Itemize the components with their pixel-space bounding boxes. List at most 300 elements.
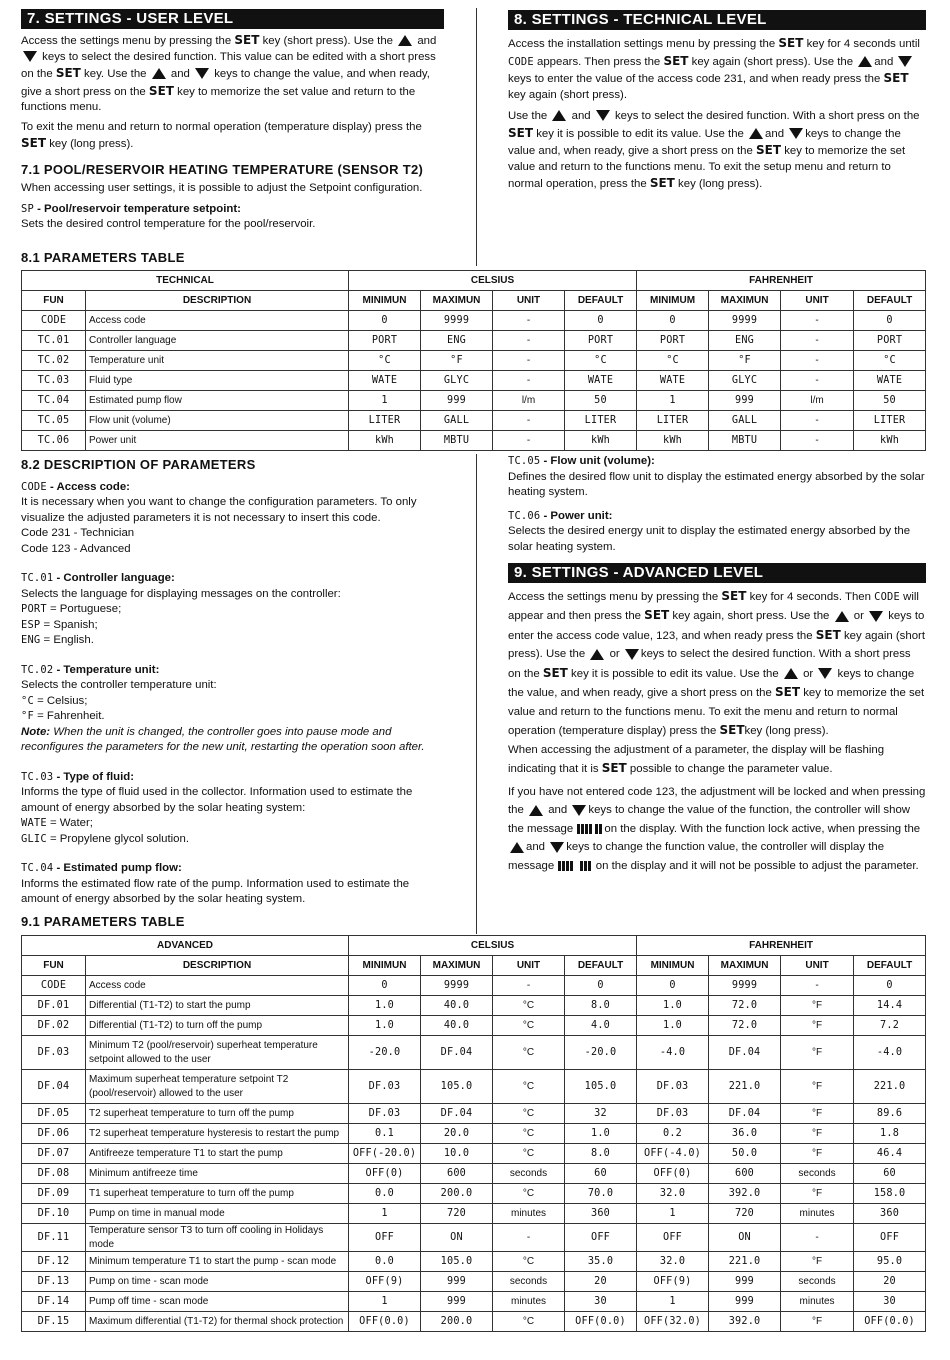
cell-value [709,1184,781,1204]
value-text: -4.0 [876,1046,903,1058]
value-text: seconds [798,1275,836,1287]
cell-value [637,1124,709,1144]
value-text: 0 [597,979,604,991]
value-text: 392.0 [728,1187,761,1199]
section-8-2-heading: 8.2 DESCRIPTION OF PARAMETERS [21,457,256,472]
cell-value [709,1036,781,1070]
value-text: 392.0 [728,1315,761,1327]
cell-function [22,331,86,351]
cell-description [86,1124,349,1144]
cell-value [854,1292,926,1312]
param-tc05: TC.05 - Flow unit (volume): Defines the desired flow unit to display the estimated energy absorbed by the solar heating system. [508,455,925,498]
value-text: 1 [381,1207,388,1219]
set-key-icon: SET [815,627,841,642]
description-text: Estimated pump flow [89,394,182,406]
value-text: 1 [381,394,388,406]
cell-description [86,1252,349,1272]
value-text: 999 [446,394,466,406]
section-9-paragraph-1: Access the settings menu by pressing the SET key for 4 seconds. Then CODE will appear and then press the SET key again, short press. Use the or keys to enter the access code value, 123, and when ready press the SET key again (short press). Use the or keys to select the desired function. With a short press on the SET key it is possible to edit its value. Use the or keys to change the value, and when ready, give a short press on the SET key to memorize the set value and return to the functions menu. To exit the menu and return to normal operation (temperature display) press the SETkey (long press). [508,589,925,738]
table-row [22,311,926,331]
value-text: - [526,414,531,426]
up-arrow-icon [398,35,412,46]
value-text: kWh [591,434,611,446]
cell-value [493,1204,565,1224]
cell-value [493,311,565,331]
cell-value [637,1312,709,1332]
value-text: °C [522,999,535,1011]
function-code: DF.11 [37,1231,70,1243]
cell-value [565,1104,637,1124]
value-text: - [526,374,531,386]
value-text: 30 [594,1295,607,1307]
cell-description [86,976,349,996]
function-code: DF.12 [37,1255,70,1267]
value-text: 32.0 [659,1187,686,1199]
cell-value [637,331,709,351]
cell-value [854,1070,926,1104]
column-header: DEFAULT [565,956,637,976]
set-key-icon: SET [663,53,689,68]
technical-parameters-table [21,270,926,451]
value-text: 9999 [443,979,470,991]
column-header: DESCRIPTION [86,956,349,976]
cell-value [709,1224,781,1252]
cell-value [349,1036,421,1070]
cell-value [854,1184,926,1204]
cell-value [781,1204,854,1224]
value-text: 1 [669,394,676,406]
column-header: DEFAULT [565,291,637,311]
value-text: 1.0 [663,1019,683,1031]
value-text: - [815,979,819,991]
table-row [22,411,926,431]
section-8-2 [21,456,446,908]
cell-value [493,411,565,431]
value-text: MBTU [731,434,758,446]
table-row [22,1164,926,1184]
value-text: 105.0 [440,1080,473,1092]
section-7-paragraph-2: To exit the menu and return to normal operation (temperature display) press the SET key (long press). [21,120,422,150]
value-text: 40.0 [443,999,470,1011]
cell-function [22,1184,86,1204]
description-text: Flow unit (volume) [89,414,171,426]
set-key-icon: SET [234,33,260,47]
value-text: °F [811,1255,823,1267]
cell-value [709,371,781,391]
value-text: LITER [584,414,617,426]
value-text: l/m [521,394,536,406]
cell-value [781,411,854,431]
description-text: Minimum temperature T1 to start the pump - scan mode [89,1255,337,1267]
value-text: °C [522,1255,535,1267]
group-advanced: ADVANCED [22,936,349,956]
cell-value [565,1144,637,1164]
up-arrow-icon [749,128,763,139]
cell-value [565,1252,637,1272]
cell-value [709,1104,781,1124]
set-key-icon: SET [644,608,670,623]
column-header: MINIMUN [349,291,421,311]
cell-value [493,1144,565,1164]
value-text: minutes [510,1207,546,1219]
value-text: PORT [587,334,614,346]
value-text: °C [522,1187,535,1199]
cell-value [421,411,493,431]
cell-value [854,1104,926,1124]
cell-value [781,1104,854,1124]
value-text: 8.0 [591,1147,611,1159]
table-row [22,1104,926,1124]
cell-value [565,431,637,451]
cell-value [493,371,565,391]
cell-value [637,1104,709,1124]
cell-function [22,1252,86,1272]
cell-value [349,1204,421,1224]
cell-value [493,976,565,996]
value-text: °F [811,1127,823,1139]
cell-value [565,1184,637,1204]
value-text: °C [522,1147,535,1159]
column-header: UNIT [781,956,854,976]
table-row [22,1016,926,1036]
table-group-header [22,271,926,291]
value-text: 221.0 [728,1255,761,1267]
cell-value [493,431,565,451]
value-text: °F [811,1107,823,1119]
value-text: 999 [735,394,755,406]
cell-value [421,431,493,451]
value-text: 105.0 [440,1255,473,1267]
value-text: 999 [446,1295,466,1307]
value-text: - [815,1231,819,1243]
locked-x-icon [580,861,592,871]
cell-value [565,1124,637,1144]
value-text: DF.04 [728,1107,761,1119]
cell-value [637,431,709,451]
cell-value [637,1016,709,1036]
value-text: seconds [798,1167,836,1179]
cell-value [637,1252,709,1272]
cell-value [709,391,781,411]
value-text: -20.0 [584,1046,617,1058]
cell-value [421,311,493,331]
value-text: minutes [510,1295,546,1307]
cell-value [854,351,926,371]
cell-value [854,996,926,1016]
value-text: °C [666,354,679,366]
cell-value [349,1184,421,1204]
cell-value [854,411,926,431]
value-text: 200.0 [440,1315,473,1327]
cell-description [86,311,349,331]
value-text: 1 [669,1207,676,1219]
cell-value [421,1252,493,1272]
value-text: °C [522,1127,535,1139]
value-text: OFF(0.0) [359,1315,410,1327]
value-text: 0 [669,314,676,326]
function-code: TC.02 [37,354,70,366]
cell-value [637,311,709,331]
cell-function [22,311,86,331]
cell-value [421,1144,493,1164]
section-7-1-intro: When accessing user settings, it is possible to adjust the Setpoint configuration. [21,182,423,195]
description-text: Power unit [89,434,137,446]
value-text: 221.0 [728,1080,761,1092]
param-tc02: TC.02 - Temperature unit: Selects the controller temperature unit: °C = Celsius; °F = Fahrenheit. Note: When the unit is changed, the controller goes into pause mode and reconfigures the parameters for the new unit, restarting the operation soon after. [21,663,425,754]
column-header: MAXIMUN [421,956,493,976]
value-text: °F [811,1046,823,1058]
cell-value [493,1252,565,1272]
table-row [22,1312,926,1332]
cell-value [781,431,854,451]
value-text: OFF(0) [365,1167,404,1179]
cell-value [421,1164,493,1184]
cell-value [349,1312,421,1332]
value-text: 30 [883,1295,896,1307]
group-technical: TECHNICAL [22,271,349,291]
value-text: 10.0 [443,1147,470,1159]
cell-value [421,976,493,996]
table-row [22,1272,926,1292]
cell-value [349,1104,421,1124]
up-arrow-icon [784,668,798,679]
cell-value [421,331,493,351]
value-text: WATE [876,374,903,386]
cell-value [854,391,926,411]
cell-value [637,976,709,996]
value-text: 32.0 [659,1255,686,1267]
value-text: °C [883,354,896,366]
cell-value [349,1292,421,1312]
cell-value [709,1124,781,1144]
cell-value [854,431,926,451]
value-text: OFF(9) [653,1275,692,1287]
cell-value [565,1272,637,1292]
section-7-paragraph-1: Access the settings menu by pressing the SET key (short press). Use the and keys to select the desired function. This value can be edited with a short press on the SET key. Use the and keys to change the value, and when ready, give a short press on the SET key to memorize the set value and return to the functions menu. [21,33,437,113]
cell-value [565,1224,637,1252]
cell-value [493,331,565,351]
value-text: seconds [509,1275,548,1287]
set-key-icon: SET [775,685,801,700]
value-text: 200.0 [440,1187,473,1199]
section-8-2-continued [508,454,926,875]
cell-function [22,1164,86,1184]
column-header: MAXIMUN [421,291,493,311]
value-text: °F [811,1080,823,1092]
cell-value [565,1312,637,1332]
value-text: OFF(-4.0) [644,1147,702,1159]
cell-description [86,1272,349,1292]
table-row [22,391,926,411]
cell-description [86,371,349,391]
set-key-icon: SET [21,136,47,150]
cell-value [637,411,709,431]
cell-value [854,1164,926,1184]
value-text: 1 [381,1295,388,1307]
cell-value [637,1184,709,1204]
value-text: - [815,434,819,446]
cell-value [637,371,709,391]
cell-value [781,1036,854,1070]
description-text: Pump on time in manual mode [89,1207,225,1219]
value-text: PORT [876,334,903,346]
value-text: 1.0 [663,999,683,1011]
cell-value [565,1036,637,1070]
down-arrow-icon [23,51,37,62]
value-text: 720 [446,1207,466,1219]
column-header: FUN [22,291,86,311]
function-code: DF.09 [37,1187,70,1199]
value-text: 4.0 [591,1019,611,1031]
cell-value [421,371,493,391]
column-header: MINIMUN [637,956,709,976]
value-text: kWh [663,434,683,446]
cell-value [709,1070,781,1104]
cell-value [781,1164,854,1184]
cell-description [86,1204,349,1224]
cell-value [349,351,421,371]
cell-value [421,1204,493,1224]
param-code: CODE - Access code: It is necessary when you want to change the configuration parameters. To only visualize the adjusted parameters it is not necessary to insert this code. Code 231 - Technician Code 123 - Advanced [21,480,417,555]
value-text: °C [522,1019,535,1031]
cell-value [709,976,781,996]
cell-value [709,411,781,431]
table-row [22,976,926,996]
column-header: UNIT [493,291,565,311]
cell-value [709,1144,781,1164]
cell-value [349,1016,421,1036]
value-text: 999 [446,1275,466,1287]
cell-value [421,1312,493,1332]
value-text: 0.1 [374,1127,394,1139]
cell-description [86,1016,349,1036]
value-text: 36.0 [731,1127,758,1139]
cell-function [22,431,86,451]
cell-value [421,1184,493,1204]
function-code: DF.03 [37,1046,70,1058]
cell-value [493,1016,565,1036]
cell-value [781,996,854,1016]
down-arrow-icon [596,110,610,121]
down-arrow-icon [789,128,803,139]
cell-value [709,1292,781,1312]
function-code: CODE [40,314,67,326]
value-text: OFF(9) [365,1275,404,1287]
description-text: T2 superheat temperature hysteresis to restart the pump [89,1127,340,1139]
description-text: Pump off time - scan mode [89,1295,209,1307]
value-text: -20.0 [368,1046,401,1058]
cell-function [22,1312,86,1332]
value-text: °C [594,354,607,366]
value-text: ENG [446,334,466,346]
cell-value [637,1036,709,1070]
cell-value [565,351,637,371]
value-text: - [526,314,531,326]
value-text: 35.0 [587,1255,614,1267]
value-text: DF.03 [368,1107,401,1119]
cell-value [637,1144,709,1164]
value-text: 1 [669,1295,676,1307]
function-code: DF.05 [37,1107,70,1119]
value-text: GALL [443,414,470,426]
description-text: Minimum antifreeze time [89,1167,198,1179]
cell-function [22,1124,86,1144]
function-code: DF.07 [37,1147,70,1159]
set-key-icon: SET [649,176,675,190]
set-key-icon: SET [542,665,568,680]
cell-function [22,1224,86,1252]
value-text: 50 [883,394,896,406]
cell-value [637,1164,709,1184]
set-key-icon: SET [508,125,534,140]
value-text: °C [522,1080,535,1092]
value-text: 158.0 [873,1187,906,1199]
value-text: - [526,354,531,366]
section-9-paragraph-2: When accessing the adjustment of a parameter, the display will be flashing indicating that it is SET possible to change the parameter value. [508,743,885,776]
value-text: °F [738,354,751,366]
function-code: DF.14 [37,1295,70,1307]
value-text: 600 [735,1167,755,1179]
cell-value [349,1164,421,1184]
function-code: DF.08 [37,1167,70,1179]
param-tc01: TC.01 - Controller language: Selects the language for displaying messages on the controller: PORT = Portuguese; ESP = Spanish; ENG = English. [21,572,341,647]
value-text: PORT [371,334,398,346]
cell-description [86,1184,349,1204]
column-header: DESCRIPTION [86,291,349,311]
cell-value [493,351,565,371]
value-text: 0 [381,314,388,326]
value-text: °C [378,354,391,366]
value-text: OFF [591,1231,611,1243]
value-text: 0 [886,314,893,326]
value-text: 999 [735,1275,755,1287]
cell-value [854,1124,926,1144]
value-text: 0.0 [374,1187,394,1199]
cell-value [349,1124,421,1144]
group-fahrenheit: FAHRENHEIT [637,936,926,956]
value-text: °F [450,354,463,366]
description-text: Maximum superheat temperature setpoint T2 (pool/reservoir) allowed to the user [89,1073,289,1099]
cell-value [565,976,637,996]
section-7 [21,9,444,233]
up-arrow-icon [552,110,566,121]
cell-function [22,391,86,411]
value-text: kWh [374,434,394,446]
value-text: 9999 [443,314,470,326]
function-code: DF.04 [37,1080,70,1092]
value-text: OFF(0) [653,1167,692,1179]
cell-value [854,1036,926,1070]
value-text: 1.8 [880,1127,900,1139]
cell-description [86,431,349,451]
up-arrow-icon [590,649,604,660]
function-code: DF.02 [37,1019,70,1031]
table-9-1-title: 9.1 PARAMETERS TABLE [21,914,185,929]
cell-value [349,311,421,331]
cell-value [349,411,421,431]
table-row [22,1252,926,1272]
value-text: DF.03 [656,1080,689,1092]
cell-value [781,1184,854,1204]
section-7-1-heading: 7.1 POOL/RESERVOIR HEATING TEMPERATURE (SENSOR T2) [21,161,424,177]
value-text: 72.0 [731,999,758,1011]
description-text: Differential (T1-T2) to start the pump [89,999,251,1011]
section-9-paragraph-3: If you have not entered code 123, the adjustment will be locked and when pressing the and keys to change the value of the function, the controller will show the message on the display. With the function lock active, when pressing the and keys to change the function value, the controller will display the message on the display and it will not be possible to adjust the parameter. [508,785,926,872]
up-arrow-icon [510,842,524,853]
down-arrow-icon [550,842,564,853]
cell-description [86,1070,349,1104]
group-celsius: CELSIUS [349,271,637,291]
